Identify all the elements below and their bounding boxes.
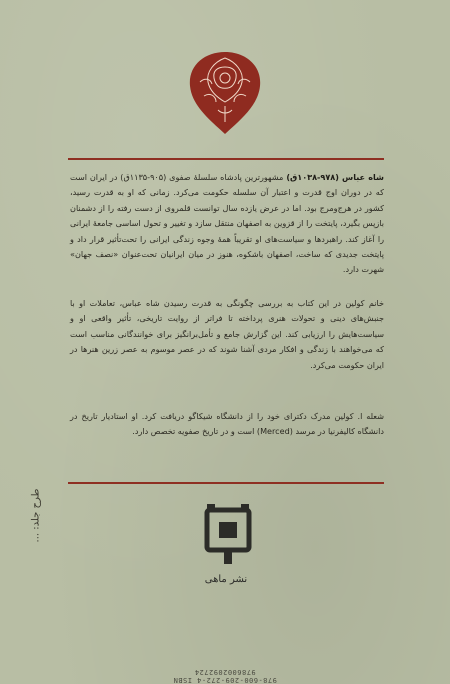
publisher-logo-icon — [203, 502, 253, 572]
divider-bottom — [68, 482, 384, 484]
book-description-paragraph — [70, 170, 384, 278]
book-review-paragraph: خانم کولین در این کتاب به بررسی چگونگی به قدرت رسیدن شاه عباس، تعاملات او با جنبش‌های دینی و تحولات هنری پرداخته تا فراتر از روایت تاریخی، تأثیر واقعی او و سیاست‌هایش را ارزیابی کند. این گزارش جامع و تأمل‌برانگیز برای خوانندگانی مناسب است که می‌خواهند با زندگی و افکار مردی آشنا شوند که در عصر موسوم به عصر زرین هنرها در ایران حکومت می‌کرد. — [70, 298, 384, 370]
publisher-name: نشر ماهی — [204, 574, 248, 585]
barcode-area — [126, 592, 324, 684]
cover-designer-signature: طرح جلد: ... — [30, 488, 42, 543]
author-bio-paragraph: شعله ا. کولین مدرک دکترای خود را از دانشگاه شیکاگو دریافت کرد. او استادیار تاریخ در دانشگاه کالیفرنیا در مرسد (Merced) است و در تاریخ صفویه تخصص دارد. — [70, 411, 384, 437]
isbn-line: 978-600-209-272-4 ISBN — [173, 676, 277, 684]
ornamental-arch-emblem-icon — [186, 48, 264, 136]
ean-line: 9786002092724 — [194, 668, 256, 676]
divider-top — [68, 158, 384, 160]
isbn-barcode-text — [126, 592, 324, 684]
description-lead: شاه عباس (۹۷۸-۱۰۳۸ق) — [286, 172, 384, 182]
description-body: مشهورترین پادشاه سلسلهٔ صفوی (۹۰۵-۱۱۳۵ق) در ایران است که در دوران اوج قدرت و اعتبار آن سلسله حکومت می‌کرد. زمانی که او به قدرت رسید، کشور در هرج‌ومرج بود. اما در عرض یازده سال توانست قلمروی از دست رفته را از دشمنان بازپس بگیرد، پایتخت را از قزوین به اصفهان منتقل سازد و تغییر و تحول اساسی جامعهٔ ایرانی را آغاز کند. راهبردها و سیاست‌های او تقریباً همهٔ وجوه زندگی ایرانی را تحت‌تأثیر قرار داد و پایتخت جدیدی که ساخت، اصفهان باشکوه، هنوز در میان ایرانیان تحت‌عنوان «نصف جهان» شهرت دارد. — [70, 172, 384, 275]
